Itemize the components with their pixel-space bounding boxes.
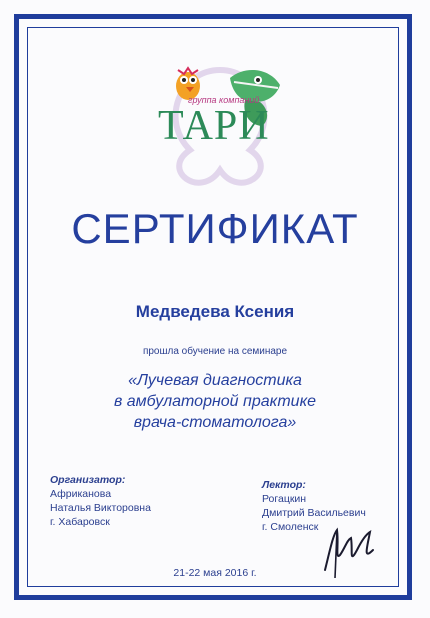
- organizer-line-3: г. Хабаровск: [50, 516, 110, 528]
- organizer-line-1: Африканова: [50, 488, 112, 500]
- lecturer-heading: Лектор:: [262, 479, 306, 491]
- lecturer-line-3: г. Смоленск: [262, 521, 319, 533]
- recipient-name: Медведева Ксения: [135, 302, 295, 321]
- organizer-block: [50, 473, 151, 529]
- logo-tagline: группа компаний: [188, 95, 260, 105]
- course-line-3: врача-стоматолога»: [133, 414, 297, 431]
- lecturer-line-1: Рогацкин: [262, 493, 307, 505]
- intro-text: прошла обучение на семинаре: [142, 346, 288, 357]
- organizer-heading: Организатор:: [50, 474, 126, 486]
- logo-brand-name: ТАРИ: [158, 103, 270, 149]
- course-line-2: в амбулаторной практике: [113, 393, 317, 410]
- organizer-line-2: Наталья Викторовна: [50, 502, 151, 514]
- lecturer-line-2: Дмитрий Васильевич: [262, 507, 366, 519]
- course-title: [0, 370, 430, 433]
- certificate-date: 21-22 мая 2016 г.: [173, 567, 257, 579]
- certificate-title: СЕРТИФИКАТ: [71, 205, 359, 252]
- course-line-1: «Лучевая диагностика: [128, 372, 302, 389]
